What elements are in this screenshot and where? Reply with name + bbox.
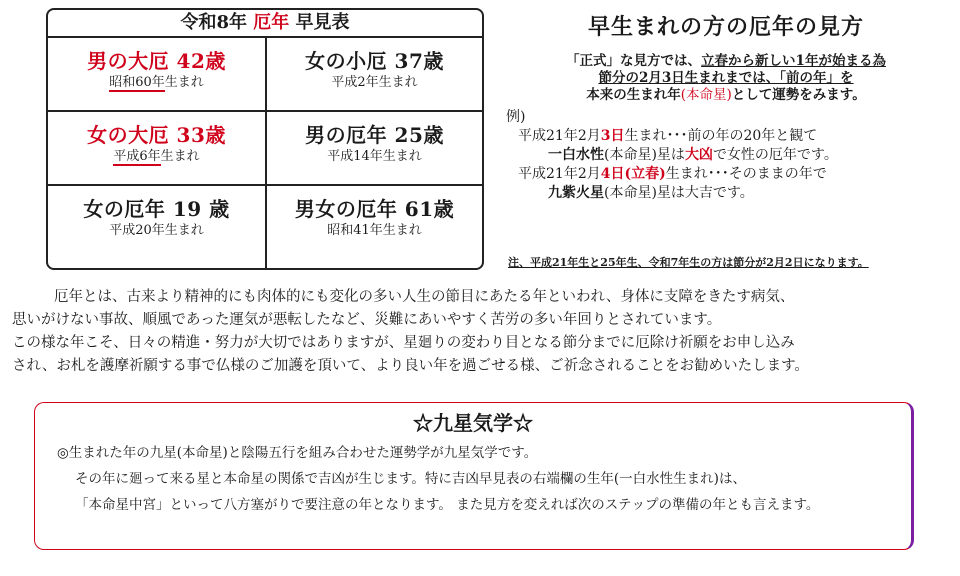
paragraph-line: され、お札を護摩祈願する事で仏様のご加護を頂いて、より良い年を過ごせる様、ご祈念されることをお勧めいたします。 — [12, 358, 809, 374]
table-cell-men-taiyaku — [48, 38, 267, 112]
cell-sub-rest: 生まれ — [164, 75, 204, 90]
text: 平成21年2月 — [518, 128, 601, 144]
example-label: 例) — [506, 109, 526, 125]
cell-sub-rest: 生まれ — [160, 149, 200, 164]
cell-main: 男の厄年 25歳 — [305, 123, 444, 147]
text: 「正式」な見方では、 — [566, 53, 702, 69]
example-line-3 — [506, 165, 946, 184]
text-bold: 九紫火星 — [548, 185, 604, 201]
cell-sub-underlined: 平成6年 — [113, 149, 161, 164]
text: (本命星)星は大吉です。 — [604, 185, 754, 201]
text-underlined: 節分の2月3日生まれまでは、「前の年」を — [598, 70, 854, 86]
text-red: 4日(立春) — [600, 166, 666, 182]
table-cell-women-taiyaku — [48, 112, 267, 186]
text: (本命星)星は — [604, 147, 685, 163]
text: 本来の生まれ年 — [586, 87, 681, 103]
cell-sub — [48, 74, 265, 92]
explanation-line-2 — [506, 70, 946, 87]
explanation-line-3 — [506, 87, 946, 104]
cell-sub: 平成20年生まれ — [109, 223, 204, 238]
text-red: 大凶 — [684, 147, 713, 163]
table-cell-women-yakudoshi — [48, 186, 267, 270]
explanation-line-1 — [506, 53, 946, 70]
title-year: 令和8年 — [180, 12, 247, 33]
example-block — [506, 108, 946, 203]
kyusei-title: ☆九星気学☆ — [413, 411, 533, 435]
table-title — [48, 10, 482, 38]
cell-main: 女の厄年 19 歳 — [83, 197, 230, 221]
cell-main: 女の大厄 33歳 — [87, 123, 226, 147]
hayaumare-section — [506, 8, 946, 203]
cell-sub-underlined: 昭和60年 — [109, 75, 165, 90]
footnote: 注、平成21年生と25年生、令和7年生の方は節分が2月2日になります。 — [508, 256, 869, 269]
kyusei-line: その年に廻って来る星と本命星の関係で吉凶が生じます。特に吉凶早見表の右端欄の生年(一白水性生まれ)は、 — [75, 471, 746, 487]
text: で女性の厄年です。 — [712, 147, 838, 163]
yakudoshi-table — [46, 8, 484, 270]
table-cell-both-yakudoshi — [267, 186, 482, 270]
title-accent: 厄年 — [253, 12, 290, 33]
paragraph-line: この様な年こそ、日々の精進・努力が大切ではありますが、星廻りの変わり目となる節分までに厄除け祈願をお申し込み — [12, 335, 795, 351]
text-red: (本命星) — [680, 87, 732, 103]
cell-main: 男の大厄 42歳 — [87, 49, 226, 73]
kyusei-kigaku-box — [34, 402, 914, 550]
cell-sub: 昭和41年生まれ — [327, 223, 422, 238]
paragraph-line: 思いがけない事故、順風であった運気が悪転したなど、災難にあいやすく苦労の多い年回りとされています。 — [12, 312, 722, 328]
text: 平成21年2月 — [518, 166, 601, 182]
example-line-1 — [506, 127, 946, 146]
cell-sub: 平成14年生まれ — [327, 149, 422, 164]
text-bold: 一白水性 — [548, 147, 604, 163]
table-cell-women-shoyaku — [267, 38, 482, 112]
text: 生まれ･･･前の年の20年と観て — [624, 128, 818, 144]
example-line-4 — [506, 184, 946, 203]
title-suffix: 早見表 — [295, 12, 350, 33]
text: 生まれ･･･そのままの年で — [665, 166, 827, 182]
yakudoshi-description — [12, 286, 952, 378]
section-heading: 早生まれの方の厄年の見方 — [587, 14, 864, 40]
text: として運勢をみます。 — [731, 87, 866, 103]
paragraph-line: 厄年とは、古来より精神的にも肉体的にも変化の多い人生の節目にあたる年といわれ、身体に支障をきたす病気、 — [54, 289, 795, 305]
text-red: 3日 — [600, 128, 625, 144]
kyusei-line: ◎生まれた年の九星(本命星)と陰陽五行を組み合わせた運勢学が九星気学です。 — [57, 445, 538, 461]
cell-sub: 平成2年生まれ — [331, 75, 418, 90]
text-underlined: 立春から新しい1年が始まる為 — [701, 53, 886, 69]
cell-main: 男女の厄年 61歳 — [294, 197, 455, 221]
table-cell-men-yakudoshi — [267, 112, 482, 186]
cell-sub — [48, 148, 265, 166]
example-line-2 — [506, 146, 946, 165]
cell-main: 女の小厄 37歳 — [305, 49, 444, 73]
kyusei-line: 「本命星中宮」といって八方塞がりで要注意の年となります。 また見方を変えれば次のステップの準備の年とも言えます。 — [75, 497, 820, 513]
table-grid — [48, 38, 482, 270]
